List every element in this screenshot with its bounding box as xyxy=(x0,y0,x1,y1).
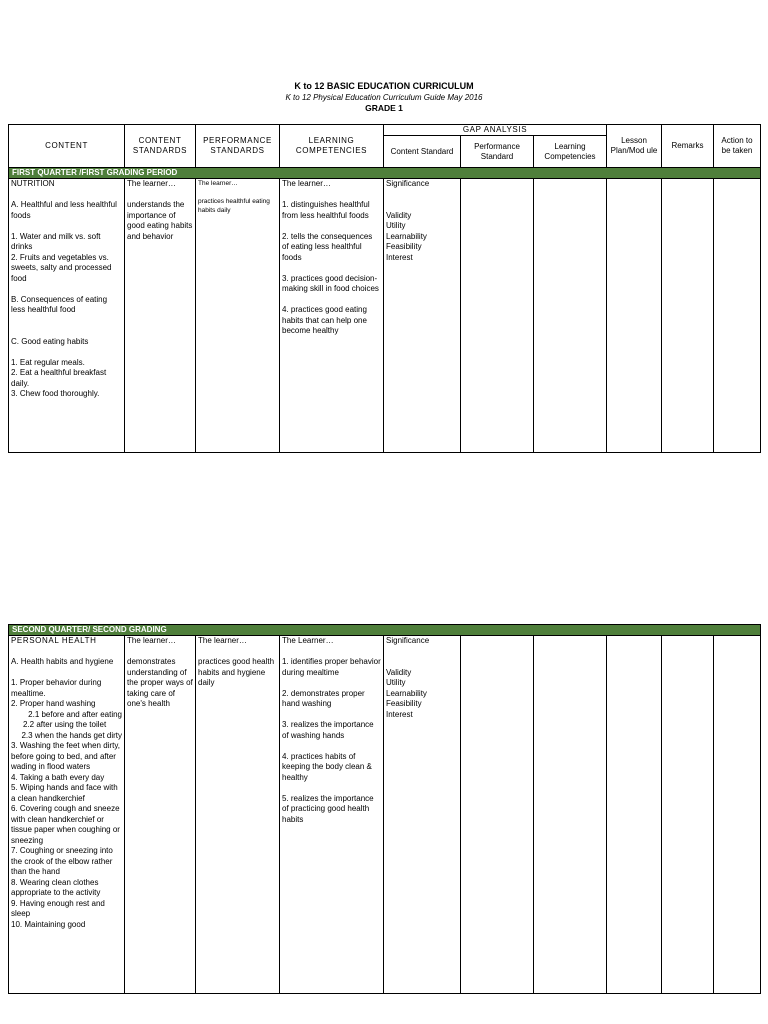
q2-gap-competencies-cell xyxy=(534,636,607,994)
cell-line: C. Good eating habits xyxy=(11,336,89,346)
q2-learning-competencies-cell xyxy=(280,636,384,994)
cell-line: The learner… xyxy=(282,179,331,188)
cell-line: practices good health habits and hygiene daily xyxy=(198,657,277,687)
cell-line: demonstrates understanding of the proper ways of taking care of one's health xyxy=(127,657,196,708)
cell-line: Learnability xyxy=(386,688,427,698)
cell-line xyxy=(11,347,122,358)
cell-line xyxy=(282,783,381,794)
col-gap-analysis: GAP ANALYSIS xyxy=(384,125,607,136)
content-item: 2. Proper hand washing xyxy=(11,699,96,708)
cell-line xyxy=(282,741,381,752)
cell-line: Utility xyxy=(386,678,406,687)
cell-line: 4. practices habits of keeping the body clean & healthy xyxy=(282,751,375,782)
q2-lesson-plan-cell xyxy=(607,636,662,994)
cell-line: Validity xyxy=(386,210,412,220)
cell-line xyxy=(127,190,193,201)
col-lesson-plan: Lesson Plan/Mod ule xyxy=(607,125,662,168)
cell-line: The learner… xyxy=(198,636,247,645)
col-content-standards: CONTENT STANDARDS xyxy=(125,125,196,168)
doc-grade: GRADE 1 xyxy=(365,103,403,113)
cell-line: 3. Chew food thoroughly. xyxy=(11,389,100,398)
q2-content-a: A. Health habits and hygiene xyxy=(11,657,114,666)
col-gap-performance-standard: Performance Standard xyxy=(461,136,534,168)
col-gap-content-standard: Content Standard xyxy=(384,136,461,168)
q1-action-cell xyxy=(714,179,761,453)
quarter-band-q2: SECOND QUARTER/ SECOND GRADING xyxy=(9,625,761,636)
q2-content-standards-cell xyxy=(125,636,196,994)
cell-line: 2. demonstrates proper hand washing xyxy=(282,688,367,708)
content-item: 10. Maintaining good xyxy=(11,919,86,929)
q1-content-standards-cell xyxy=(125,179,196,453)
q2-action-cell xyxy=(714,636,761,994)
cell-line: 1. identifies proper behavior during mealtime xyxy=(282,657,383,677)
q2-content-items xyxy=(11,678,122,930)
cell-line: understands the importance of good eating habits and behavior xyxy=(127,200,195,241)
curriculum-table-q2 xyxy=(8,624,761,994)
cell-line: 2. Eat a healthful breakfast daily. xyxy=(11,368,109,388)
quarter-band-q1: FIRST QUARTER /FIRST GRADING PERIOD xyxy=(9,168,761,179)
cell-line xyxy=(386,200,458,211)
cell-line: Validity xyxy=(386,667,412,677)
content-item: 2.3 when the hands get dirty xyxy=(21,730,122,740)
cell-line xyxy=(198,647,277,658)
content-item: 4. Taking a bath every day xyxy=(11,772,105,782)
q1-content-cell xyxy=(9,179,125,453)
cell-line: The learner… xyxy=(198,180,238,187)
col-learning-competencies: LEARNING COMPETENCIES xyxy=(280,125,384,168)
cell-line: Interest xyxy=(386,709,413,719)
q2-remarks-cell xyxy=(662,636,714,994)
cell-line: 1. Eat regular meals. xyxy=(11,357,85,367)
cell-line xyxy=(282,221,381,232)
cell-line xyxy=(386,647,458,658)
cell-line xyxy=(11,316,122,327)
cell-line xyxy=(11,284,122,295)
cell-line xyxy=(282,190,381,201)
content-item: 2.1 before and after eating xyxy=(28,709,122,719)
cell-line: Feasibility xyxy=(386,242,422,251)
cell-line: Significance xyxy=(386,636,430,645)
content-item: 6. Covering cough and sneeze with clean handkerchief or tissue paper when coughing or sneezing xyxy=(11,804,123,845)
cell-line xyxy=(282,678,381,689)
q1-lesson-plan-cell xyxy=(607,179,662,453)
cell-line: 3. practices good decision-making skill in food choices xyxy=(282,273,379,293)
cell-line: 1. Water and milk vs. soft drinks xyxy=(11,231,103,251)
content-item: 1. Proper behavior during mealtime. xyxy=(11,678,104,698)
cell-line xyxy=(198,188,277,197)
col-remarks: Remarks xyxy=(662,125,714,168)
cell-line: The Learner… xyxy=(282,636,334,645)
col-action: Action to be taken xyxy=(714,125,761,168)
q1-learning-competencies-cell xyxy=(280,179,384,453)
q1-remarks-cell xyxy=(662,179,714,453)
cell-line xyxy=(282,710,381,721)
content-item: 2.2 after using the toilet xyxy=(23,720,107,729)
curriculum-table-q1 xyxy=(8,124,761,453)
q1-gap-competencies-cell xyxy=(534,179,607,453)
q2-content-title: PERSONAL HEALTH xyxy=(11,636,97,645)
q1-gap-content-cell xyxy=(384,179,461,453)
cell-line xyxy=(127,647,193,658)
q2-performance-standards-cell xyxy=(196,636,280,994)
content-item: 9. Having enough rest and sleep xyxy=(11,898,108,918)
cell-line: Feasibility xyxy=(386,699,422,708)
cell-line xyxy=(282,263,381,274)
cell-line xyxy=(11,221,122,232)
cell-line: Interest xyxy=(386,252,413,262)
cell-line: Utility xyxy=(386,221,406,230)
cell-line: 5. realizes the importance of practicing good health habits xyxy=(282,793,376,824)
cell-line: 2. Fruits and vegetables vs. sweets, salty and processed food xyxy=(11,252,114,283)
cell-line: Significance xyxy=(386,179,430,188)
cell-line xyxy=(11,190,122,201)
cell-line: The learner… xyxy=(127,179,176,188)
cell-line: 2. tells the consequences of eating less healthful foods xyxy=(282,231,375,262)
content-item: 7. Coughing or sneezing into the crook of the elbow rather than the hand xyxy=(11,846,116,876)
cell-line: B. Consequences of eating less healthful food xyxy=(11,294,110,314)
doc-subtitle: K to 12 Physical Education Curriculum Guide May 2016 xyxy=(285,93,483,102)
q2-gap-performance-cell xyxy=(461,636,534,994)
cell-line xyxy=(11,326,122,337)
content-item: 3. Washing the feet when dirty, before going to bed, and after wading in flood waters xyxy=(11,741,123,771)
q2-content-cell xyxy=(9,636,125,994)
q1-performance-standards-cell xyxy=(196,179,280,453)
cell-line: practices healthful eating habits daily xyxy=(198,198,272,214)
cell-line: A. Healthful and less healthful foods xyxy=(11,200,120,220)
cell-line: NUTRITION xyxy=(11,179,55,188)
cell-line: The learner… xyxy=(127,636,176,645)
cell-line xyxy=(386,190,458,201)
content-item: 5. Wiping hands and face with a clean handkerchief xyxy=(11,783,120,803)
content-item: 8. Wearing clean clothes appropriate to the activity xyxy=(11,877,101,897)
cell-line: 1. distinguishes healthful from less healthful foods xyxy=(282,200,372,220)
cell-line xyxy=(282,295,381,306)
cell-line xyxy=(282,647,381,658)
col-content: CONTENT xyxy=(9,125,125,168)
col-performance-standards: PERFORMANCE STANDARDS xyxy=(196,125,280,168)
cell-line: 3. realizes the importance of washing hands xyxy=(282,720,376,740)
q2-gap-content-cell xyxy=(384,636,461,994)
doc-title: K to 12 BASIC EDUCATION CURRICULUM xyxy=(294,81,474,91)
cell-line: Learnability xyxy=(386,231,427,241)
cell-line: 4. practices good eating habits that can help one become healthy xyxy=(282,305,370,335)
col-gap-learning-competencies: Learning Competencies xyxy=(534,136,607,168)
cell-line xyxy=(386,657,458,668)
q1-gap-performance-cell xyxy=(461,179,534,453)
